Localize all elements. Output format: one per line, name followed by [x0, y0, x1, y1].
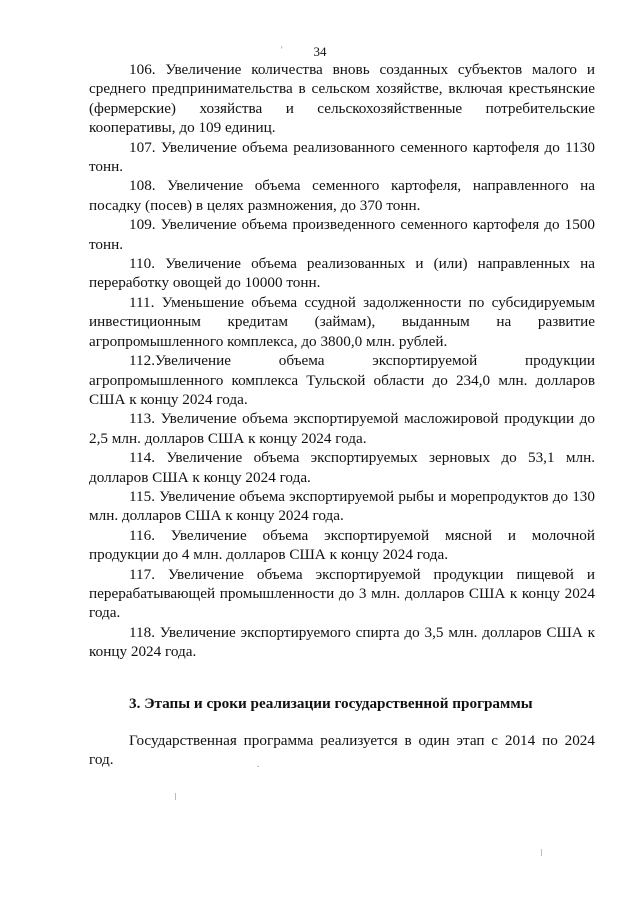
list-item-108: 108. Увеличение объема семенного картофеля, направленного на посадку (посев) в целях размножения, до 370 тонн. [89, 177, 595, 214]
list-item-111: 111. Уменьшение объема ссудной задолженности по субсидируемым инвестиционным кредитам (займам), выданным на развитие агропромышленного комплекса, до 3800,0 млн. рублей. [89, 293, 595, 350]
list-item-106: 106. Увеличение количества вновь созданных субъектов малого и среднего предпринимательства в сельском хозяйстве, включая крестьянские (фермерские) хозяйства и сельскохозяйственные потребительские кооперативы, до 109 единиц. [89, 61, 595, 137]
stray-mark: ' [281, 45, 283, 55]
page-number: 34 [313, 44, 327, 59]
list-item-109: 109. Увеличение объема произведенного семенного картофеля до 1500 тонн. [89, 216, 595, 253]
document-body [89, 60, 595, 770]
stray-mark: . [257, 759, 260, 769]
scan-dot [541, 849, 542, 856]
scan-dot [175, 793, 176, 800]
list-item-118: 118. Увеличение экспортируемого спирта до 3,5 млн. долларов США к концу 2024 года. [89, 623, 595, 661]
list-item-112: 112.Увеличение объема экспортируемой продукции агропромышленного комплекса Тульской области до 234,0 млн. долларов США к концу 2024 года. [89, 352, 595, 408]
section-heading: 3. Этапы и сроки реализации государственной программы [129, 694, 533, 712]
list-item-115: 115. Увеличение объема экспортируемой рыбы и морепродуктов до 130 млн. долларов США к концу 2024 года. [89, 487, 595, 525]
list-item-110: 110. Увеличение объема реализованных и (или) направленных на переработку овощей до 10000 тонн. [89, 255, 595, 292]
section-body: Государственная программа реализуется в один этап с 2014 по 2024 год. [89, 732, 595, 769]
list-item-113: 113. Увеличение объема экспортируемой масложировой продукции до 2,5 млн. долларов США к концу 2024 года. [89, 410, 595, 447]
list-item-114: 114. Увеличение объема экспортируемых зерновых до 53,1 млн. долларов США к концу 2024 года. [89, 449, 595, 486]
list-item-107: 107. Увеличение объема реализованного семенного картофеля до 1130 тонн. [89, 138, 595, 176]
list-item-116: 116. Увеличение объема экспортируемой мясной и молочной продукции до 4 млн. долларов США к концу 2024 года. [89, 526, 595, 564]
list-item-117: 117. Увеличение объема экспортируемой продукции пищевой и перерабатывающей промышленности до 3 млн. долларов США к концу 2024 года. [89, 565, 595, 622]
